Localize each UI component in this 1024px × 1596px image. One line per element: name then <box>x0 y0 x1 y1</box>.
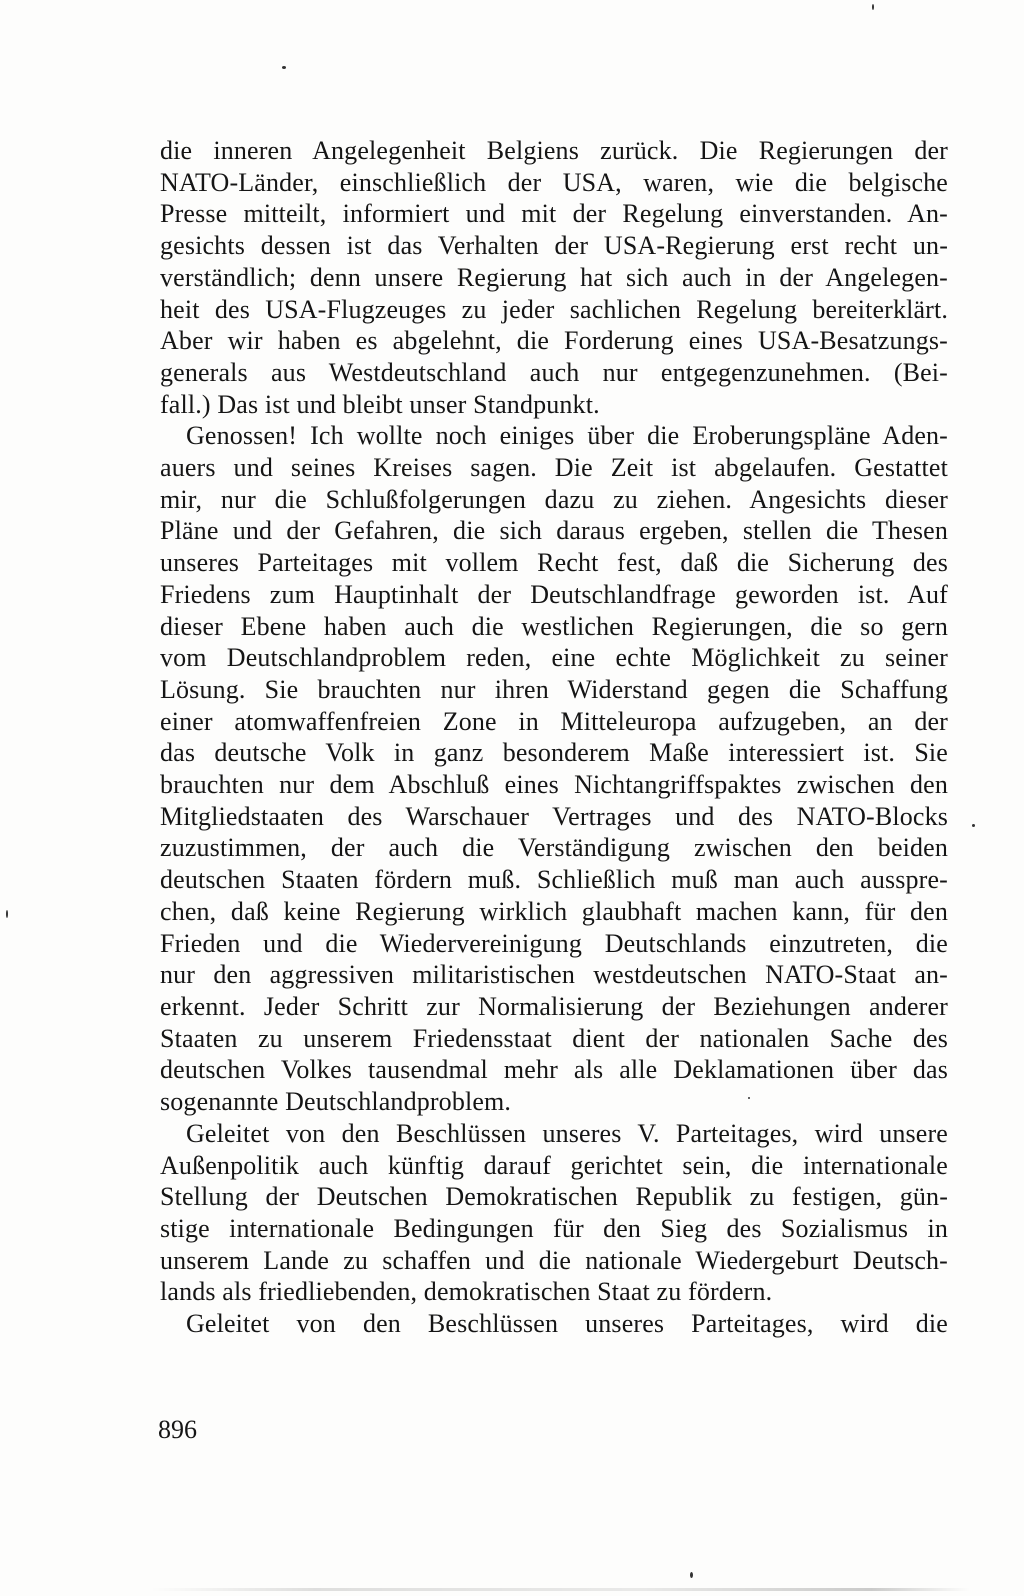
text-line: Aber wir haben es abgelehnt, die Forderung eines USA-Besatzungs- <box>160 326 948 356</box>
scan-speck <box>690 1572 693 1578</box>
scan-speck <box>6 910 8 918</box>
text-line: deutschen Staaten fördern muß. Schließlich muß man auch ausspre- <box>160 865 948 895</box>
text-line: Pläne und der Gefahren, die sich daraus ergeben, stellen die Thesen <box>160 516 948 546</box>
text-line: chen, daß keine Regierung wirklich glaubhaft machen kann, für den <box>160 896 948 926</box>
text-line: Lösung. Sie brauchten nur ihren Widerstand gegen die Schaffung <box>160 674 948 704</box>
text-line: Stellung der Deutschen Demokratischen Republik zu festigen, gün- <box>160 1182 948 1212</box>
scan-edge <box>150 1588 970 1591</box>
text-line: generals aus Westdeutschland auch nur entgegenzunehmen. (Bei- <box>160 357 948 387</box>
text-line: gesichts dessen ist das Verhalten der USA-Regierung erst recht un- <box>160 231 948 261</box>
text-line: brauchten nur dem Abschluß eines Nichtangriffspaktes zwischen den <box>160 770 948 800</box>
text-line: erkennt. Jeder Schritt zur Normalisierung der Beziehungen anderer <box>160 991 948 1021</box>
text-line: fall.) Das ist und bleibt unser Standpunkt. <box>160 389 600 419</box>
text-line: Außenpolitik auch künftig darauf gerichtet sein, die internationale <box>160 1150 948 1180</box>
scan-speck <box>972 824 975 827</box>
paragraph <box>160 1118 948 1308</box>
text-line: heit des USA-Flugzeuges zu jeder sachlichen Regelung bereiterklärt. <box>160 294 948 324</box>
paragraph <box>160 420 948 1117</box>
text-line: stige internationale Bedingungen für den Sieg des Sozialismus in <box>160 1213 948 1243</box>
text-line: deutschen Volkes tausendmal mehr als alle Deklamationen über das <box>160 1055 948 1085</box>
text-line: unserem Lande zu schaffen und die nationale Wiedergeburt Deutsch- <box>160 1245 948 1275</box>
text-line: auers und seines Kreises sagen. Die Zeit ist abgelaufen. Gestattet <box>160 453 948 483</box>
paragraph <box>160 135 948 420</box>
text-line: zuzustimmen, der auch die Verständigung zwischen den beiden <box>160 833 948 863</box>
text-line: nur den aggressiven militaristischen westdeutschen NATO-Staat an- <box>160 960 948 990</box>
text-line: das deutsche Volk in ganz besonderem Maße interessiert ist. Sie <box>160 738 948 768</box>
text-line: vom Deutschlandproblem reden, eine echte Möglichkeit zu seiner <box>160 643 948 673</box>
text-line: dieser Ebene haben auch die westlichen Regierungen, die so gern <box>160 611 948 641</box>
page-number: 896 <box>158 1415 197 1444</box>
text-line: Friedens zum Hauptinhalt der Deutschlandfrage geworden ist. Auf <box>160 579 948 609</box>
text-line: Presse mitteilt, informiert und mit der Regelung einverstanden. An- <box>160 199 948 229</box>
text-line: die inneren Angelegenheit Belgiens zurück. Die Regierungen der <box>160 136 948 165</box>
text-line: verständlich; denn unsere Regierung hat sich auch in der Angelegen- <box>160 262 948 292</box>
scan-speck <box>282 66 286 69</box>
text-line: lands als friedliebenden, demokratischen Staat zu fördern. <box>160 1277 773 1307</box>
text-line: Genossen! Ich wollte noch einiges über die Eroberungspläne Aden- <box>186 421 948 451</box>
text-line: Frieden und die Wiedervereinigung Deutschlands einzutreten, die <box>160 928 948 958</box>
body-text <box>160 135 948 1340</box>
text-line: Geleitet von den Beschlüssen unseres V. Parteitages, wird unsere <box>186 1118 948 1148</box>
text-line: mir, nur die Schlußfolgerungen dazu zu ziehen. Angesichts dieser <box>160 484 948 514</box>
scan-speck <box>872 4 874 10</box>
text-line: Mitgliedstaaten des Warschauer Vertrages und des NATO-Blocks <box>160 801 948 831</box>
text-line: einer atomwaffenfreien Zone in Mitteleuropa aufzugeben, an der <box>160 706 948 736</box>
text-line: Geleitet von den Beschlüssen unseres Parteitages, wird die <box>186 1309 948 1339</box>
paragraph <box>160 1308 948 1340</box>
scan-speck <box>748 1097 750 1099</box>
text-line: NATO-Länder, einschließlich der USA, waren, wie die belgische <box>160 167 948 197</box>
text-line: sogenannte Deutschlandproblem. <box>160 1087 512 1117</box>
text-line: unseres Parteitages mit vollem Recht fest, daß die Sicherung des <box>160 548 948 578</box>
text-line: Staaten zu unserem Friedensstaat dient der nationalen Sache des <box>160 1023 948 1053</box>
